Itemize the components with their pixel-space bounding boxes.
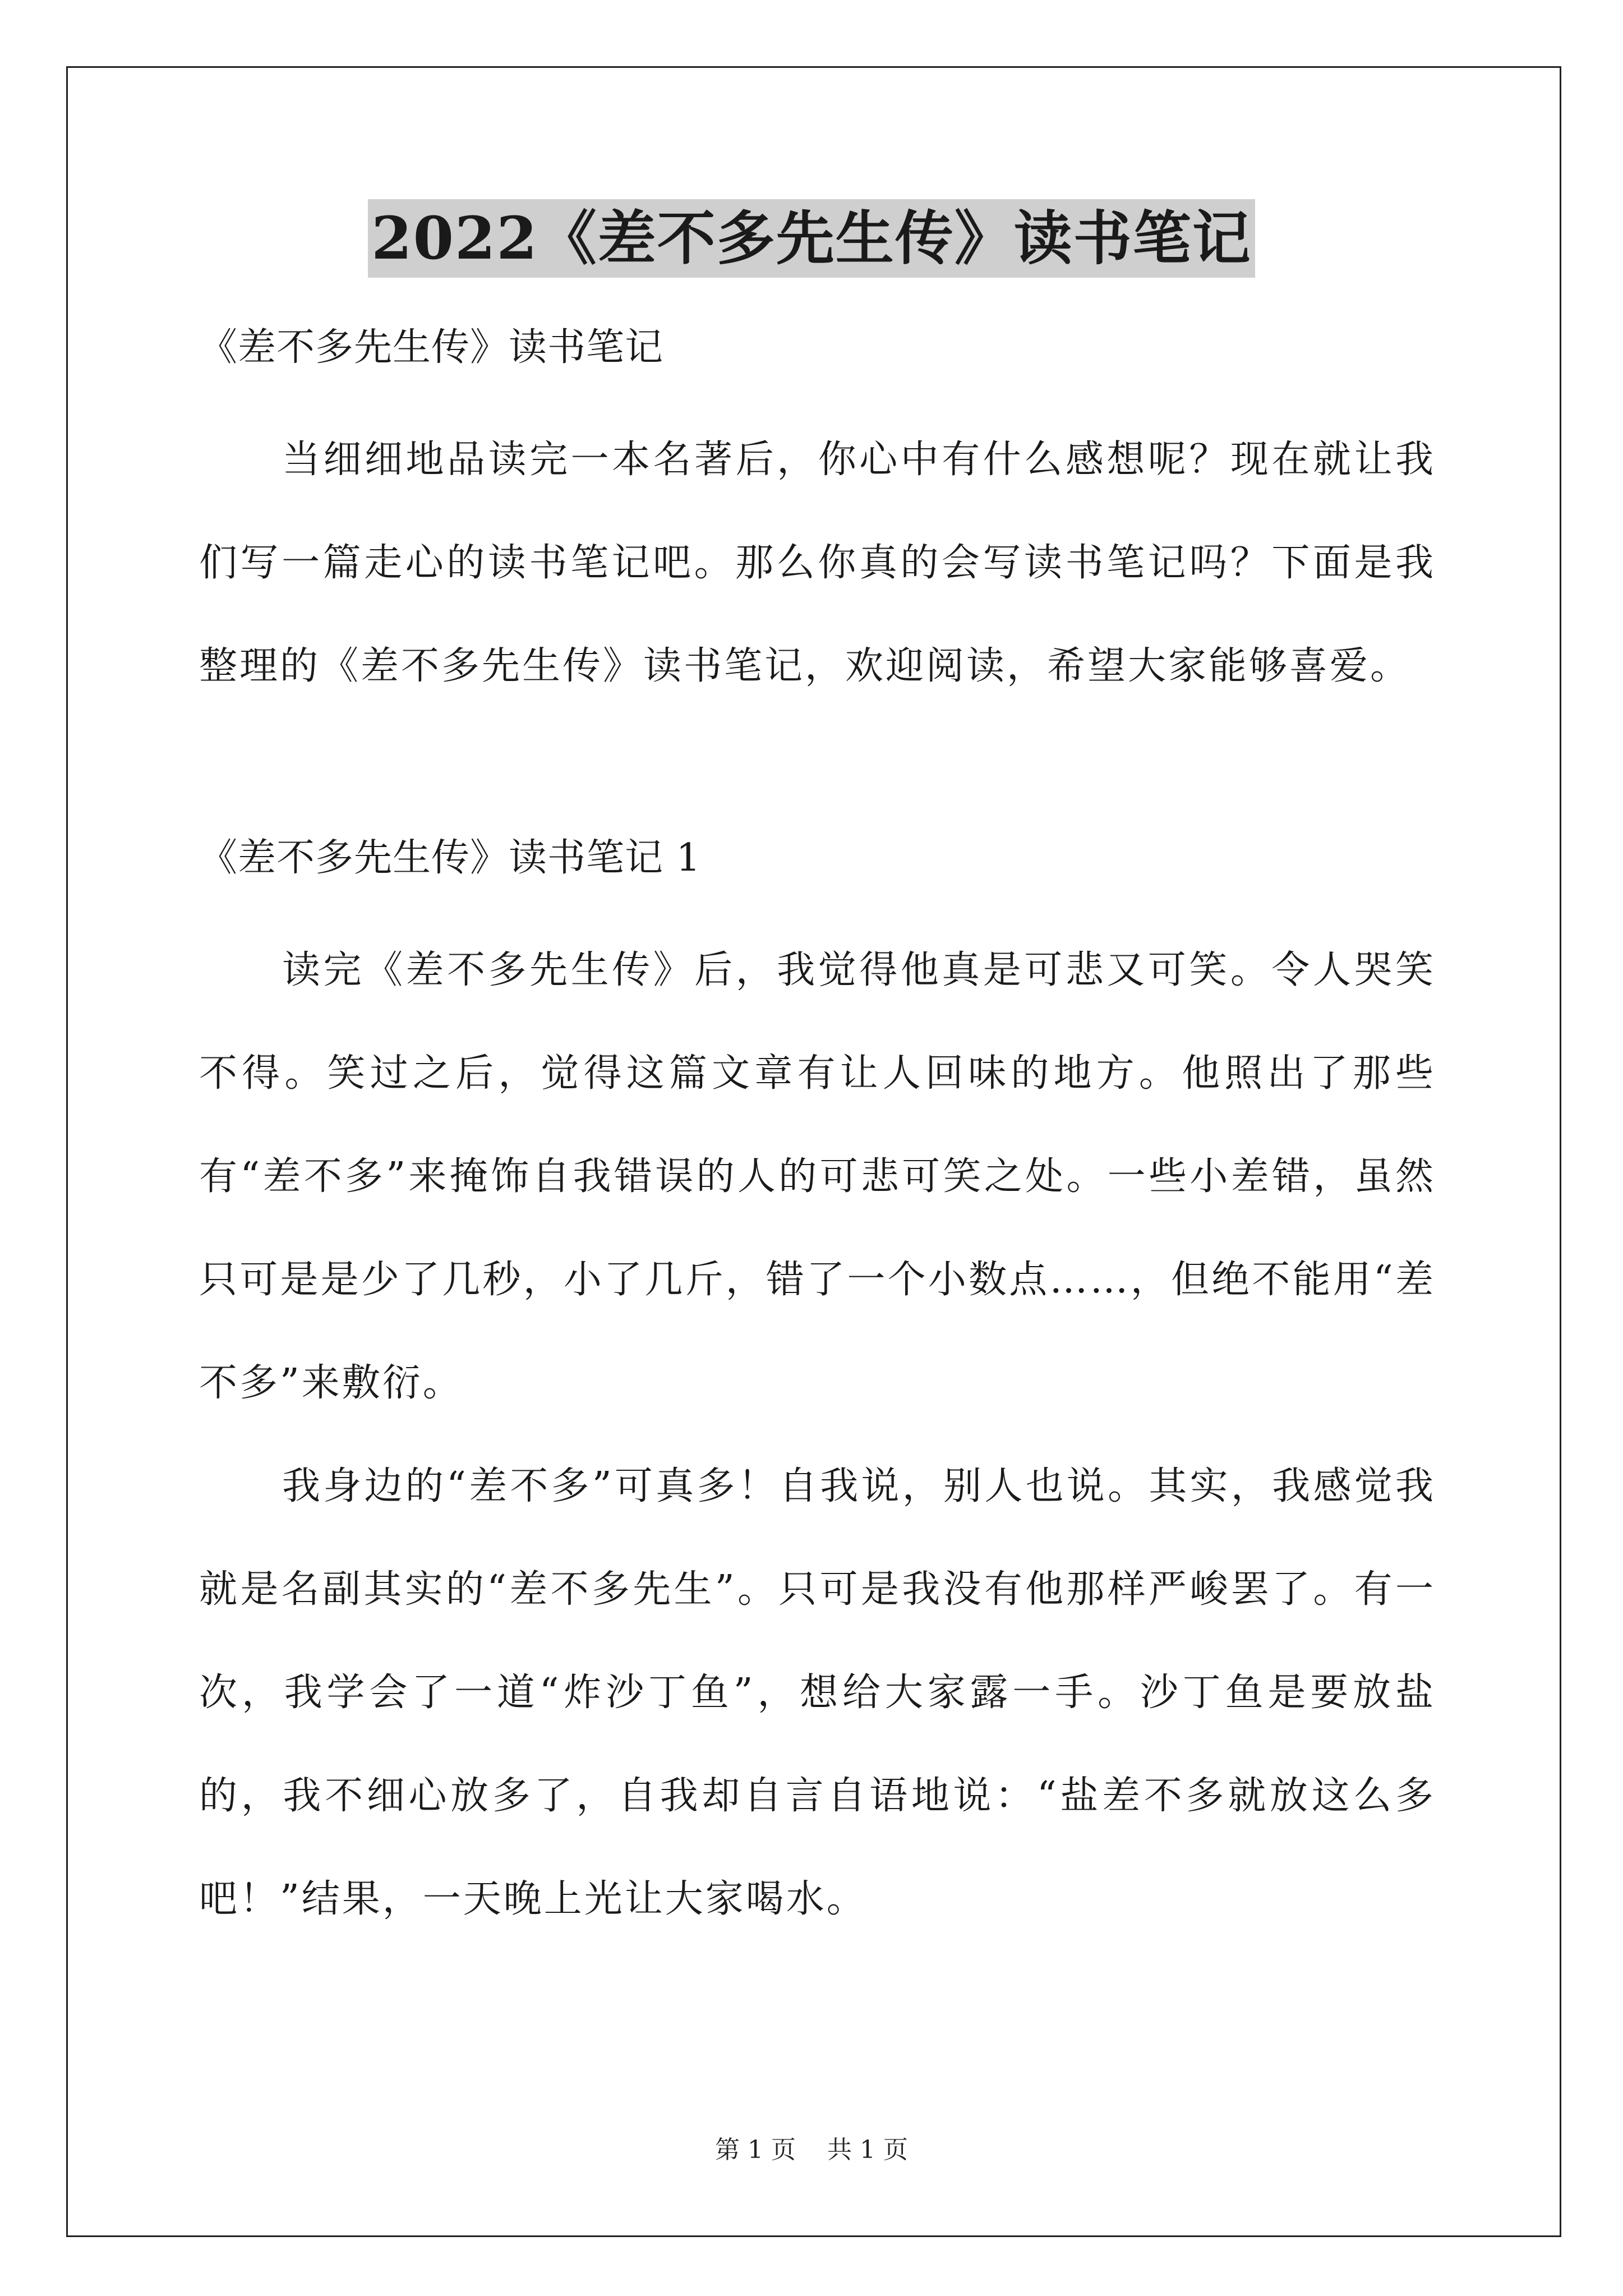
intro-heading: 《差不多先生传》读书笔记 <box>199 325 664 370</box>
section1-heading: 《差不多先生传》读书笔记 1 <box>199 836 701 880</box>
page-number-current: 第 1 页 <box>715 2136 796 2164</box>
page-number-total: 共 1 页 <box>827 2136 908 2164</box>
document-body <box>199 314 1436 1951</box>
intro-paragraph: 当细细地品读完一本名著后，你心中有什么感想呢？现在就让我们写一篇走心的读书笔记吧。那么你真的会写读书笔记吗？下面是我整理的《差不多先生传》读书笔记，欢迎阅读，希望大家能够喜爱。 <box>199 438 1436 688</box>
title-container <box>0 199 1623 278</box>
document-title: 2022《差不多先生传》读书笔记 <box>368 199 1255 278</box>
section1-paragraph: 读完《差不多先生传》后，我觉得他真是可悲又可笑。令人哭笑不得。笑过之后，觉得这篇文章有让人回味的地方。他照出了那些有“差不多”来掩饰自我错误的人的可悲可笑之处。一些小差错，虽然只可是是少了几秒，小了几斤，错了一个小数点……，但绝不能用“差不多”来敷衍。 <box>199 948 1436 1405</box>
page-footer <box>0 2129 1623 2165</box>
section1-paragraph: 我身边的“差不多”可真多！自我说，别人也说。其实，我感觉我就是名副其实的“差不多先生”。只可是我没有他那样严峻罢了。有一次，我学会了一道“炸沙丁鱼”，想给大家露一手。沙丁鱼是要放盐的，我不细心放多了，自我却自言自语地说：“盐差不多就放这么多吧！”结果，一天晚上光让大家喝水。 <box>199 1464 1436 1921</box>
